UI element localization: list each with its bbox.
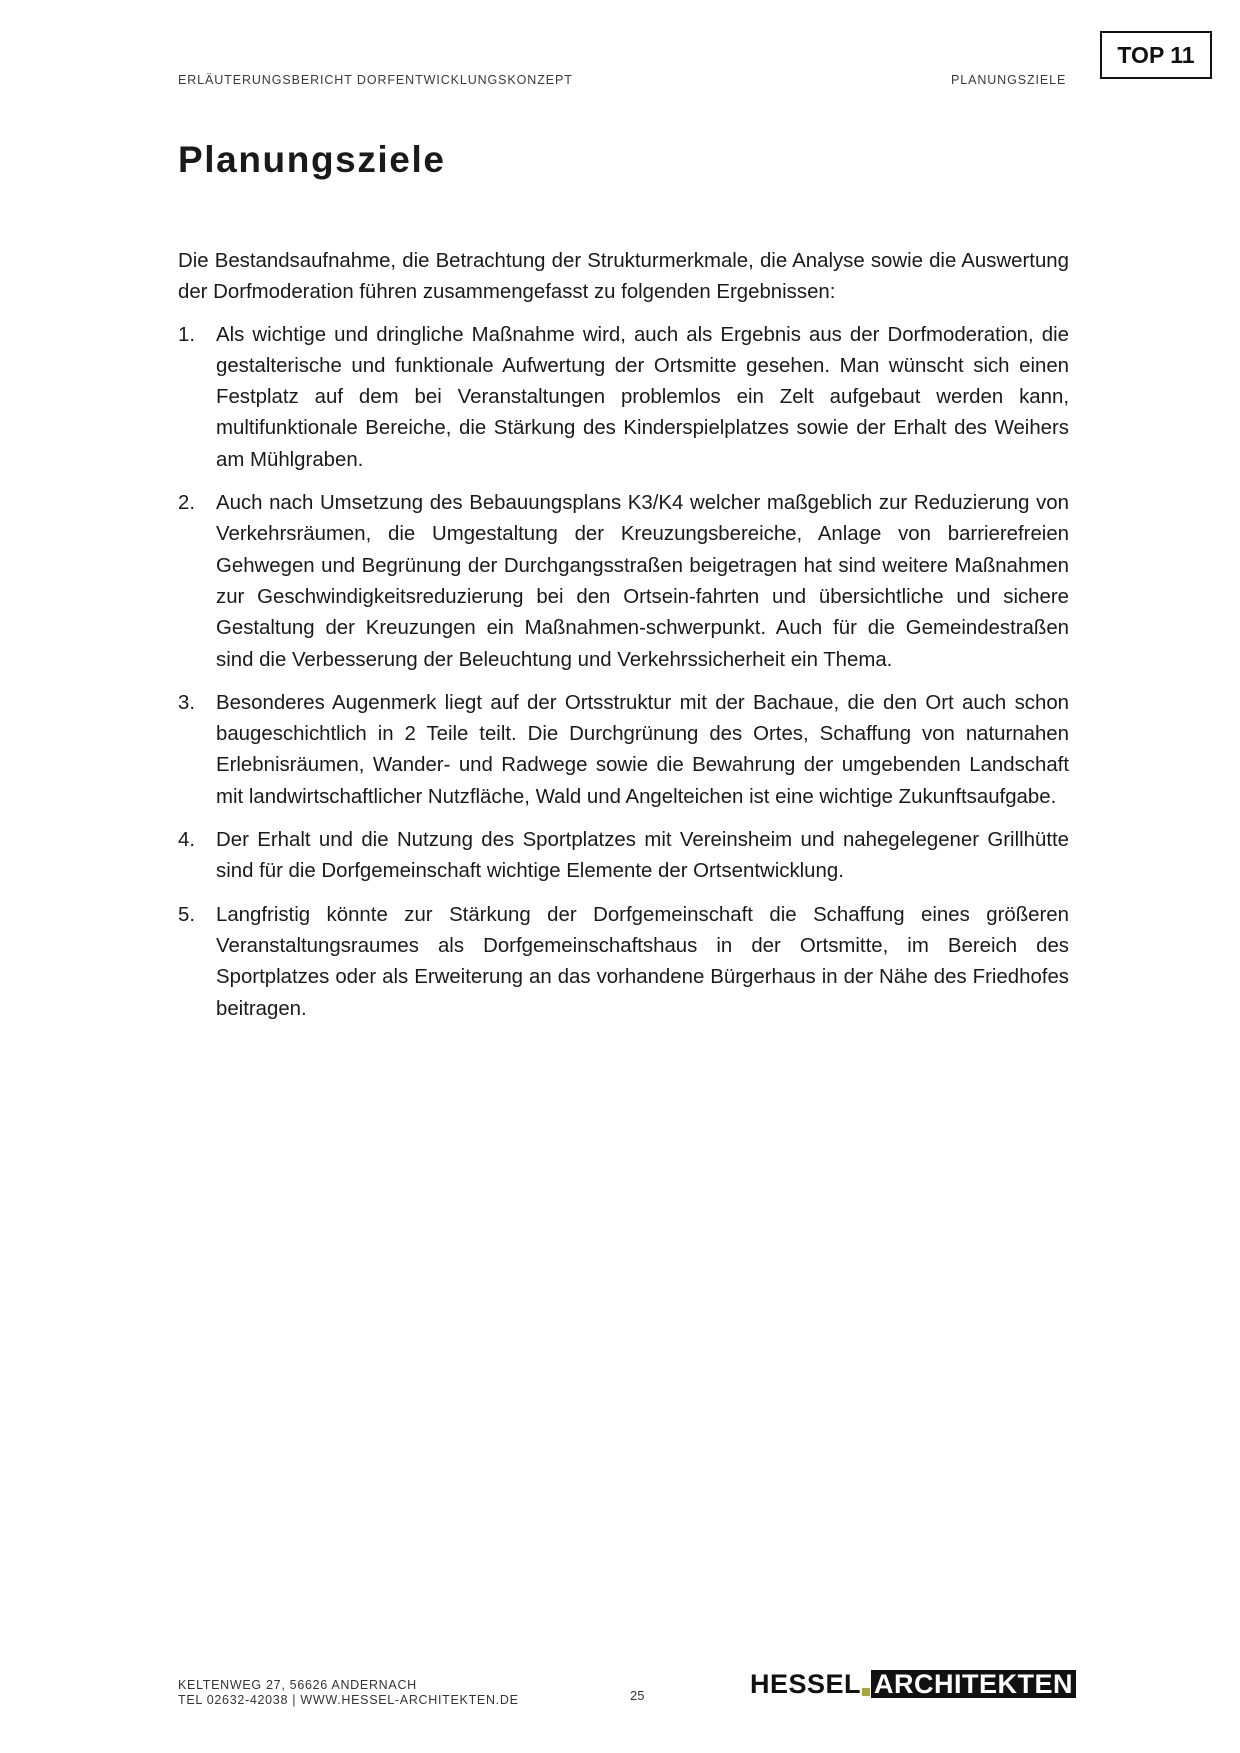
logo-dot-icon bbox=[862, 1688, 870, 1696]
logo-text-architekten: ARCHITEKTEN bbox=[871, 1670, 1076, 1698]
list-item-number: 4. bbox=[178, 829, 196, 852]
running-header-title: ERLÄUTERUNGSBERICHT DORFENTWICKLUNGSKONZEPT bbox=[178, 73, 573, 87]
running-header-section: PLANUNGSZIELE bbox=[951, 73, 1067, 87]
footer-address bbox=[178, 1678, 519, 1708]
top-badge: TOP 11 bbox=[1100, 31, 1212, 79]
results-list bbox=[178, 320, 1069, 1025]
list-item-text: Langfristig könnte zur Stärkung der Dorfgemeinschaft die Schaffung eines größeren Veranstaltungsraumes als Dorfgemeinschaftshaus in der Ortsmitte, im Bereich des Sportplatzes oder als Erweiterung an das vorhandene Bürgerhaus in der Nähe des Friedhofes beitragen. bbox=[216, 903, 1069, 1020]
list-item bbox=[178, 320, 1069, 476]
list-item-text: Der Erhalt und die Nutzung des Sportplatzes mit Vereinsheim und nahegelegener Grillhütte sind für die Dorfgemeinschaft wichtige Elemente der Ortsentwicklung. bbox=[216, 829, 1069, 883]
list-item-text: Als wichtige und dringliche Maßnahme wird, auch als Ergebnis aus der Dorfmoderation, die gestalterische und funktionale Aufwertung der Ortsmitte gesehen. Man wünscht sich einen Festplatz auf dem bei Veranstaltungen problemlos ein Zelt aufgebaut werden kann, multifunktionale Bereiche, die Stärkung des Kinderspielplatzes sowie der Erhalt des Weihers am Mühlgraben. bbox=[216, 323, 1069, 471]
footer-contact-line: TEL 02632-42038 | WWW.HESSEL-ARCHITEKTEN.DE bbox=[178, 1693, 519, 1707]
footer-address-line: KELTENWEG 27, 56626 ANDERNACH bbox=[178, 1678, 417, 1692]
list-item bbox=[178, 688, 1069, 813]
list-item-text: Auch nach Umsetzung des Bebauungsplans K3/K4 welcher maßgeblich zur Reduzierung von Verkehrsräumen, die Umgestaltung der Kreuzungsbereiche, Anlage von barrierefreien Gehwegen und Begrünung der Durchgangsstraßen beigetragen hat sind weitere Maßnahmen zur Geschwindigkeitsreduzierung bei den Ortsein-fahrten und übersichtliche und sichere Gestaltung der Kreuzungen ein Maßnahmen-schwerpunkt. Auch für die Gemeindestraßen sind die Verbesserung der Beleuchtung und Verkehrssicherheit ein Thema. bbox=[216, 492, 1069, 671]
list-item-number: 5. bbox=[178, 903, 196, 926]
list-item-number: 2. bbox=[178, 492, 196, 515]
list-item bbox=[178, 825, 1069, 888]
list-item-text: Besonderes Augenmerk liegt auf der Ortsstruktur mit der Bachaue, die den Ort auch schon baugeschichtlich in 2 Teile teilt. Die Durchgrünung des Ortes, Schaffung von naturnahen Erlebnisräumen, Wander- und Radwege sowie die Bewahrung der umgebenden Landschaft mit landwirtschaftlicher Nutzfläche, Wald und Angelteichen ist eine wichtige Zukunftsaufgabe. bbox=[216, 691, 1069, 808]
company-logo bbox=[750, 1670, 1076, 1698]
body-content bbox=[178, 246, 1069, 1037]
page-title: Planungsziele bbox=[178, 139, 446, 180]
list-item-number: 3. bbox=[178, 691, 196, 714]
logo-text-hessel: HESSEL bbox=[750, 1669, 862, 1699]
list-item-number: 1. bbox=[178, 323, 196, 346]
list-item bbox=[178, 488, 1069, 676]
list-item bbox=[178, 900, 1069, 1025]
intro-paragraph: Die Bestandsaufnahme, die Betrachtung der Strukturmerkmale, die Analyse sowie die Auswertung der Dorfmoderation führen zusammengefasst zu folgenden Ergebnissen: bbox=[178, 250, 1069, 304]
page-number: 25 bbox=[630, 1688, 645, 1703]
